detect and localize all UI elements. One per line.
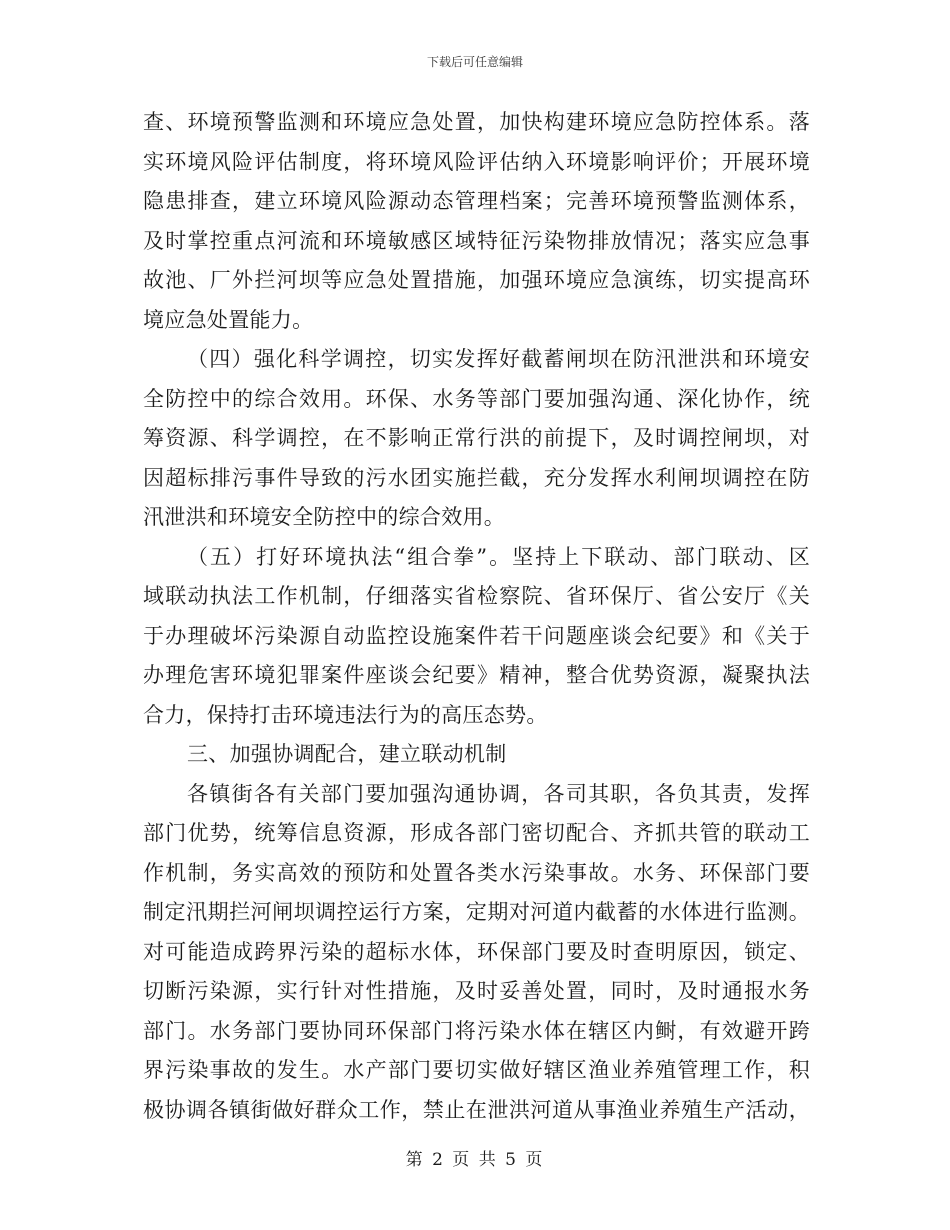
section-three-heading: 三、加强协调配合，建立联动机制 [187,742,507,766]
body-line: 极协调各镇街做好群众工作，禁止在泄洪河道从事渔业养殖生产活动， [143,1097,810,1122]
body-line: 合力，保持打击环境违法行为的高压态势。 [143,702,548,727]
body-line: 境应急处置能力。 [143,307,314,332]
body-line: 隐患排查，建立环境风险源动态管理档案；完善环境预警监测体系， [143,189,810,213]
document-body [143,103,810,1130]
body-line: 因超标排污事件导致的污水团实施拦截，充分发挥水利闸坝调控在防 [143,465,810,490]
body-line: 汛泄洪和环境安全防控中的综合效用。 [143,505,506,529]
body-line: 办理危害环境犯罪案件座谈会纪要》精神，整合优势资源，凝聚执法 [143,663,810,687]
body-line: 切断污染源，实行针对性措施，及时妥善处置，同时，及时通报水务 [143,979,810,1003]
body-line: 界污染事故的发生。水产部门要切实做好辖区渔业养殖管理工作，积 [143,1058,810,1082]
body-line: 部门。水务部门要协同环保部门将污染水体在辖区内鲥，有效避开跨 [143,1018,810,1043]
section-five-first-line: （五）打好环境执法“组合拳”。坚持上下联动、部门联动、区 [187,544,810,569]
section-four-first-line: （四）强化科学调控，切实发挥好截蓄闸坝在防汛泄洪和环境安 [187,347,810,371]
body-line: 故池、厂外拦河坝等应急处置措施，加强环境应急演练，切实提高环 [143,268,810,292]
body-line: 作机制，务实高效的预防和处置各类水污染事故。水务、环保部门要 [143,860,810,885]
body-line: 查、环境预警监测和环境应急处置，加快构建环境应急防控体系。落 [143,110,810,134]
body-line: 实环境风险评估制度，将环境风险评估纳入环境影响评价；开展环境 [143,149,810,174]
paragraph-first-line: 各镇街各有关部门要加强沟通协调，各司其职，各负其责，发挥 [187,781,810,806]
body-line: 全防控中的综合效用。环保、水务等部门要加强沟通、深化协作，统 [143,386,810,411]
body-line: 筹资源、科学调控，在不影响正常行洪的前提下，及时调控闸坝，对 [143,426,810,450]
body-line: 于办理破坏污染源自动监控设施案件若干问题座谈会纪要》和《关于 [143,623,810,648]
page-header: 下载后可任意编辑 [426,55,523,69]
body-line: 制定汛期拦河闸坝调控运行方案，定期对河道内截蓄的水体进行监测。 [143,900,810,924]
body-line: 域联动执法工作机制，仔细落实省检察院、省环保厅、省公安厅《关 [143,584,810,608]
body-line: 对可能造成跨界污染的超标水体，环保部门要及时查明原因，锁定、 [143,939,810,964]
body-line: 部门优势，统筹信息资源，形成各部门密切配合、齐抓共管的联动工 [143,821,810,845]
body-line: 及时掌控重点河流和环境敏感区域特征污染物排放情况；落实应急事 [143,228,810,253]
page-number: 第 2 页 共 5 页 [405,1150,545,1170]
